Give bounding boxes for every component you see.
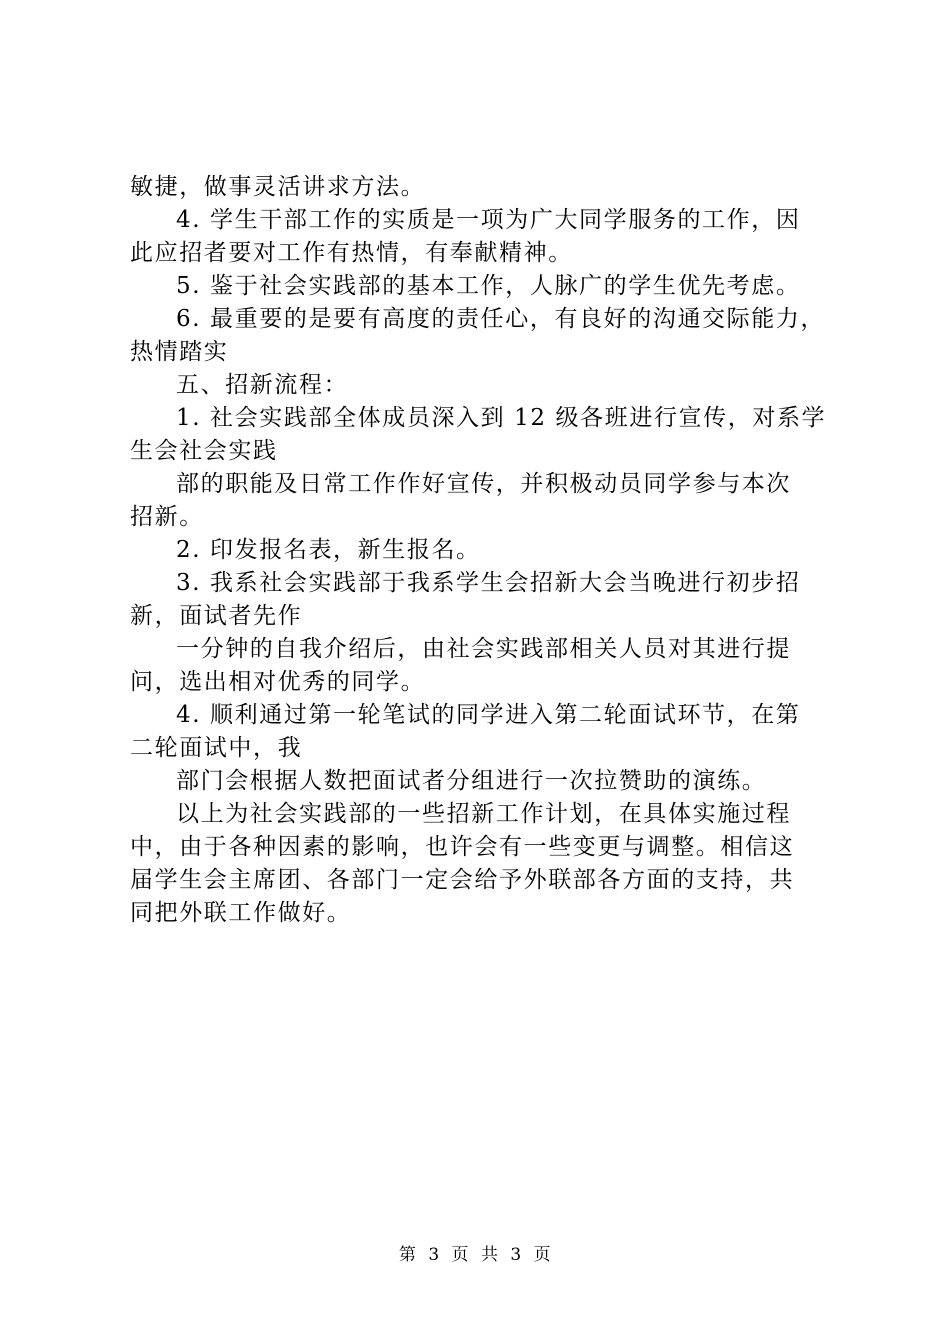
text-line: 4. 学生干部工作的实质是一项为广大同学服务的工作，因 (176, 207, 801, 233)
text-line: 6. 最重要的是要有高度的责任心，有良好的沟通交际能力， (176, 306, 826, 332)
text-line: 届学生会主席团、各部门一定会给予外联部各方面的支持，共 (130, 867, 795, 893)
text-line: 此应招者要对工作有热情，有奉献精神。 (130, 240, 573, 266)
text-line: 5. 鉴于社会实践部的基本工作，人脉广的学生优先考虑。 (176, 273, 801, 299)
text-line: 敏捷，做事灵活讲求方法。 (130, 174, 426, 200)
text-line: 4. 顺利通过第一轮笔试的同学进入第二轮面试环节，在第 (176, 702, 801, 728)
text-line: 3. 我系社会实践部于我系学生会招新大会当晚进行初步招 (176, 570, 801, 596)
text-line: 问，选出相对优秀的同学。 (130, 669, 426, 695)
text-line: 同把外联工作做好。 (130, 900, 352, 926)
text-line: 2. 印发报名表，新生报名。 (176, 537, 481, 563)
text-line: 新，面试者先作 (130, 603, 303, 629)
text-line: 二轮面试中，我 (130, 735, 303, 761)
text-line: 一分钟的自我介绍后，由社会实践部相关人员对其进行提 (176, 636, 791, 662)
text-line: 招新。 (130, 504, 204, 530)
text-line: 部的职能及日常工作作好宣传，并积极动员同学参与本次 (176, 471, 791, 497)
page-number-footer: 第 3 页 共 3 页 (398, 1245, 552, 1265)
body-text (130, 171, 842, 930)
text-line: 生会社会实践 (130, 438, 278, 464)
text-line: 中，由于各种因素的影响，也许会有一些变更与调整。相信这 (130, 834, 795, 860)
text-line: 以上为社会实践部的一些招新工作计划，在具体实施过程 (176, 801, 791, 827)
text-line: 热情踏实 (130, 339, 229, 365)
text-line: 部门会根据人数把面试者分组进行一次拉赞助的演练。 (176, 768, 767, 794)
text-line: 1. 社会实践部全体成员深入到 12 级各班进行宣传，对系学 (176, 405, 827, 431)
section-heading: 五、招新流程： (176, 372, 349, 398)
